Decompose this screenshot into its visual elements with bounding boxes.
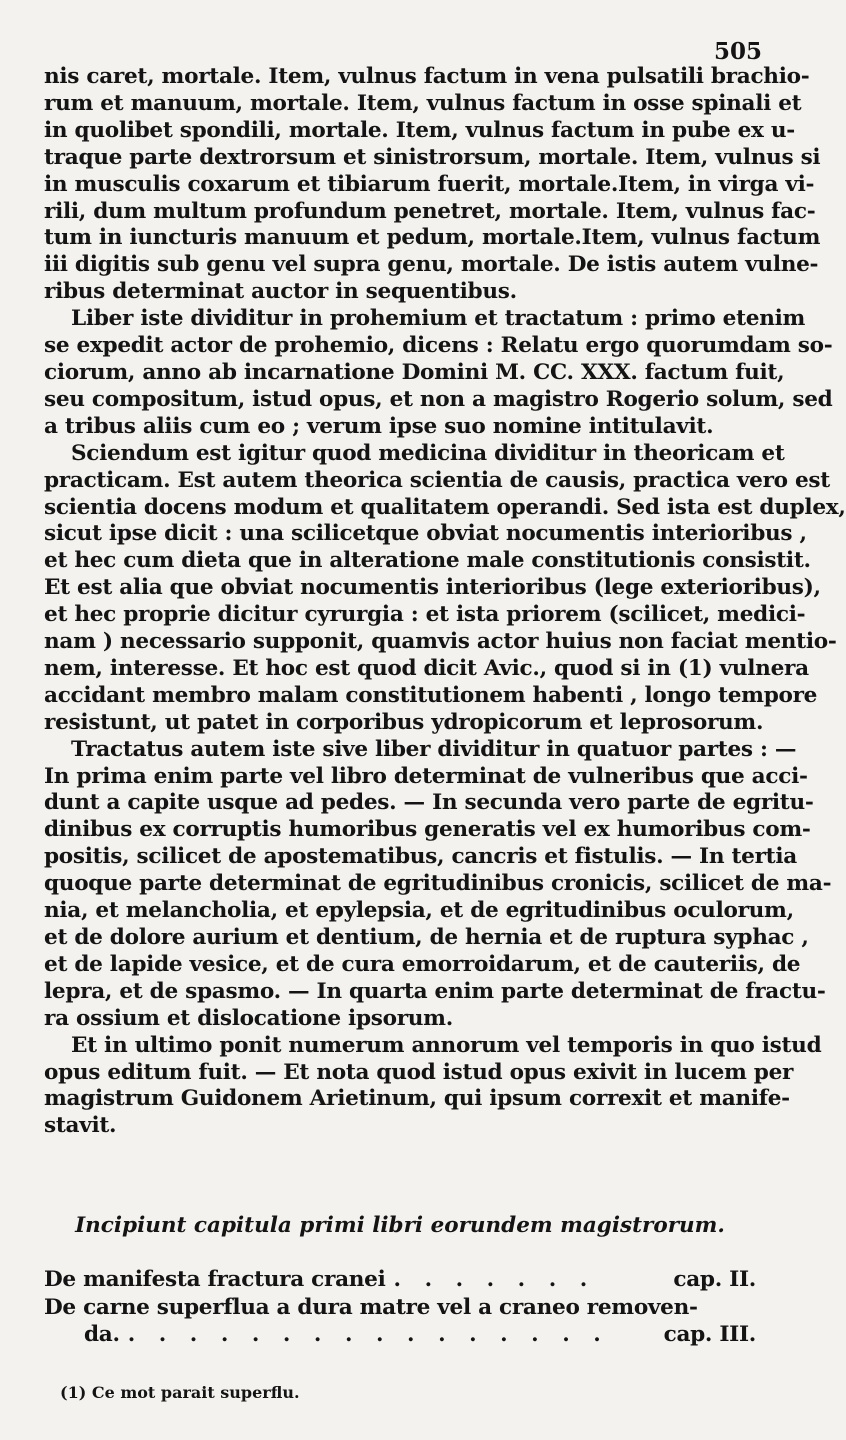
- text-line: tum in iuncturis manuum et pedum, mortale.Item, vulnus factum: [44, 225, 821, 251]
- text-line: quoque parte determinat de egritudinibus cronicis, scilicet de ma-: [44, 871, 832, 897]
- page-number: 505: [713, 38, 762, 65]
- paragraph: [44, 440, 846, 737]
- text-line: se expedit actor de prohemio, dicens : Relatu ergo quorumdam so-: [44, 333, 833, 359]
- paragraph: [44, 306, 833, 441]
- chapter-title: De carne superflua a dura matre vel a craneo removen-: [44, 1294, 698, 1320]
- chapter-number: cap. III.: [663, 1322, 756, 1347]
- text-line: ciorum, anno ab incarnatione Domini M. CC. XXX. factum fuit,: [44, 359, 785, 385]
- text-line: nia, et melancholia, et epylepsia, et de egritudinibus oculorum,: [44, 898, 794, 924]
- text-line: resistunt, ut patet in corporibus ydropicorum et leprosorum.: [44, 709, 764, 735]
- chapter-entry: [44, 1321, 756, 1349]
- text-line: et hec cum dieta que in alteratione male constitutionis consistit.: [44, 548, 811, 574]
- text-line: ra ossium et dislocatione ipsorum.: [44, 1005, 453, 1031]
- paragraph: [44, 1032, 822, 1141]
- text-line: In prima enim parte vel libro determinat de vulneribus que acci-: [44, 763, 808, 789]
- text-line: sicut ipse dicit : una scilicetque obviat nocumentis interioribus ,: [44, 521, 807, 547]
- text-line: positis, scilicet de apostematibus, cancris et fistulis. — In tertia: [44, 844, 797, 870]
- chapter-title: De manifesta fractura cranei: [44, 1267, 386, 1292]
- chapter-entry: [44, 1294, 756, 1322]
- chapter-number: cap. II.: [673, 1267, 756, 1292]
- footnote: (1) Ce mot parait superflu.: [60, 1383, 300, 1402]
- body-text: [44, 64, 846, 1140]
- text-line: nis caret, mortale. Item, vulnus factum in vena pulsatili brachio-: [44, 64, 810, 89]
- text-line: nem, interesse. Et hoc est quod dicit Avic., quod si in (1) vulnera: [44, 655, 809, 681]
- text-line: dinibus ex corruptis humoribus generatis vel ex humoribus com-: [44, 817, 811, 843]
- text-line: magistrum Guidonem Arietinum, qui ipsum correxit et manife-: [44, 1086, 790, 1112]
- text-line: et de dolore aurium et dentium, de hernia et de ruptura syphac ,: [44, 925, 809, 950]
- text-line: stavit.: [44, 1113, 117, 1139]
- text-line: seu compositum, istud opus, et non a magistro Rogerio solum, sed: [44, 386, 833, 412]
- text-line: rum et manuum, mortale. Item, vulnus factum in osse spinali et: [44, 90, 802, 116]
- text-line: Et in ultimo ponit numerum annorum vel temporis in quo istud: [71, 1032, 822, 1058]
- text-line: opus editum fuit. — Et nota quod istud opus exivit in lucem per: [44, 1059, 794, 1085]
- text-line: accidant membro malam constitutionem habenti , longo tempore: [44, 682, 818, 708]
- chapter-title: da.: [84, 1322, 120, 1347]
- paragraph: [44, 736, 832, 1033]
- text-line: lepra, et de spasmo. — In quarta enim parte determinat de fractu-: [44, 978, 826, 1004]
- text-line: Liber iste dividitur in prohemium et tractatum : primo etenim: [71, 306, 806, 332]
- text-line: a tribus aliis cum eo ; verum ipse suo nomine intitulavit.: [44, 413, 714, 439]
- chapter-list: [44, 1266, 756, 1349]
- text-line: iii digitis sub genu vel supra genu, mortale. De istis autem vulne-: [44, 252, 819, 278]
- chapter-list-heading: Incipiunt capitula primi libri eorundem magistrorum.: [75, 1213, 725, 1238]
- text-line: Sciendum est igitur quod medicina dividitur in theoricam et: [71, 440, 785, 466]
- text-line: practicam. Est autem theorica scientia de causis, practica vero est: [44, 467, 830, 493]
- paragraph: [44, 64, 821, 306]
- text-line: Tractatus autem iste sive liber dividitur in quatuor partes : —: [71, 736, 797, 762]
- text-line: dunt a capite usque ad pedes. — In secunda vero parte de egritu-: [44, 790, 814, 816]
- text-line: et de lapide vesice, et de cura emorroidarum, et de cauteriis, de: [44, 951, 801, 977]
- dot-leader: . . . . . . . . . . . . . . . .: [127, 1322, 609, 1347]
- dot-leader: . . . . . . .: [393, 1267, 596, 1292]
- text-line: nam ) necessario supponit, quamvis actor huius non faciat mentio-: [44, 629, 837, 655]
- text-line: ribus determinat auctor in sequentibus.: [44, 279, 517, 305]
- text-line: scientia docens modum et qualitatem operandi. Sed ista est duplex,: [44, 494, 846, 520]
- text-line: in musculis coxarum et tibiarum fuerit, mortale.Item, in virga vi-: [44, 171, 815, 197]
- text-line: in quolibet spondili, mortale. Item, vulnus factum in pube ex u-: [44, 117, 795, 143]
- text-line: et hec proprie dicitur cyrurgia : et ista priorem (scilicet, medici-: [44, 602, 806, 628]
- text-line: Et est alia que obviat nocumentis interioribus (lege exterioribus),: [44, 575, 821, 601]
- text-line: rili, dum multum profundum penetret, mortale. Item, vulnus fac-: [44, 198, 816, 224]
- text-line: traque parte dextrorsum et sinistrorsum, mortale. Item, vulnus si: [44, 144, 821, 170]
- chapter-entry: [44, 1266, 756, 1294]
